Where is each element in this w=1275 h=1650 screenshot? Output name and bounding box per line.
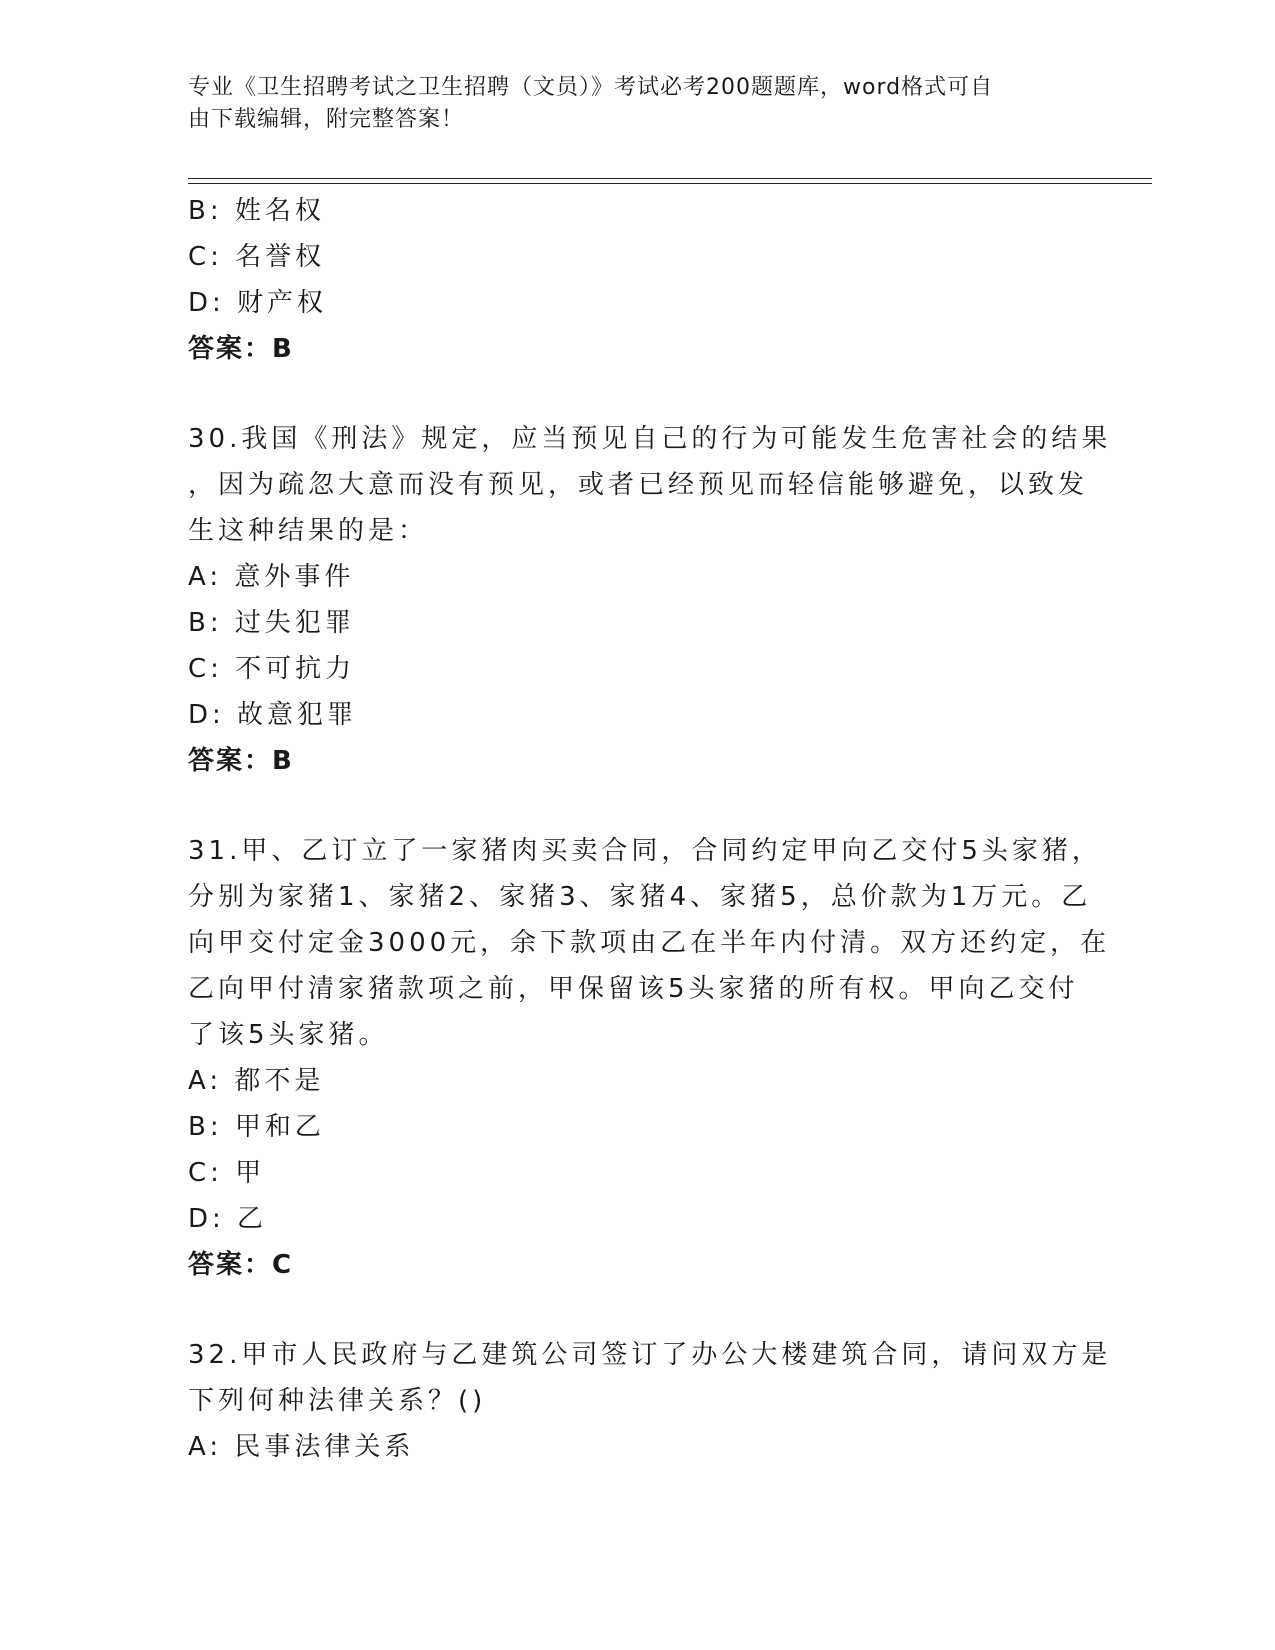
option-d: D: 故意犯罪	[188, 700, 358, 730]
question-text-line: 31.甲、乙订立了一家猪肉买卖合同，合同约定甲向乙交付5头家猪，	[188, 836, 1102, 866]
question-text-line: 下列何种法律关系？()	[188, 1386, 487, 1416]
answer: 答案：B	[188, 746, 294, 776]
option-c: C: 甲	[188, 1158, 266, 1188]
question-text-line: ，因为疏忽大意而没有预见，或者已经预见而轻信能够避免，以致发	[188, 470, 1089, 500]
document-header	[188, 72, 1068, 136]
prev-question	[188, 188, 1088, 372]
option-a: A: 民事法律关系	[188, 1432, 415, 1462]
question-text-line: 32.甲市人民政府与乙建筑公司签订了办公大楼建筑合同，请问双方是	[188, 1340, 1112, 1370]
option-d: D: 财产权	[188, 288, 328, 318]
question-text-line: 乙向甲付清家猪款项之前，甲保留该5头家猪的所有权。甲向乙交付	[188, 974, 1079, 1004]
header-rule-bottom	[188, 183, 1152, 184]
question-31	[188, 828, 1111, 1288]
header-line-2: 由下载编辑，附完整答案！	[188, 107, 465, 132]
question-text-line: 了该5头家猪。	[188, 1020, 389, 1050]
option-b: B: 过失犯罪	[188, 608, 355, 638]
answer: 答案：C	[188, 1250, 294, 1280]
document-body	[188, 188, 1112, 1470]
question-text-line: 向甲交付定金3000元，余下款项由乙在半年内付清。双方还约定，在	[188, 928, 1111, 958]
option-c: C: 不可抗力	[188, 654, 356, 684]
option-d: D: 乙	[188, 1204, 268, 1234]
answer: 答案：B	[188, 334, 294, 364]
question-text-line: 分别为家猪1、家猪2、家猪3、家猪4、家猪5，总价款为1万元。乙	[188, 882, 1092, 912]
question-text-line: 30.我国《刑法》规定，应当预见自己的行为可能发生危害社会的结果	[188, 424, 1112, 454]
option-a: A: 意外事件	[188, 562, 355, 592]
option-a: A: 都不是	[188, 1066, 325, 1096]
option-b: B: 甲和乙	[188, 1112, 325, 1142]
question-30	[188, 416, 1112, 784]
header-rule-top	[188, 178, 1152, 179]
question-32	[188, 1332, 1112, 1470]
option-c: C: 名誉权	[188, 242, 326, 272]
header-line-1: 专业《卫生招聘考试之卫生招聘（文员）》考试必考200题题库，word格式可自	[188, 75, 994, 100]
question-text-line: 生这种结果的是：	[188, 516, 429, 546]
option-b: B: 姓名权	[188, 196, 325, 226]
